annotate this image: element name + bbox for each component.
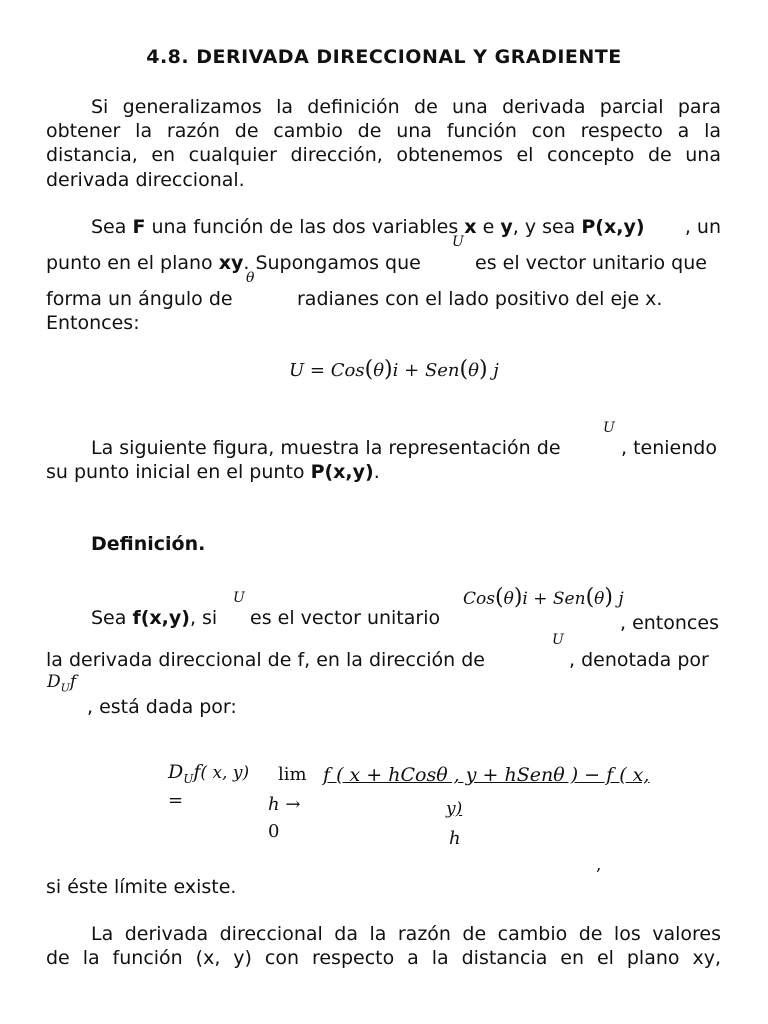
limit-lim: lim bbox=[278, 764, 307, 785]
symbol-xy: xy bbox=[218, 252, 244, 274]
paragraph-2-line-1 bbox=[91, 215, 721, 239]
eq-symbol: ) bbox=[384, 357, 393, 382]
eq-symbol: θ bbox=[468, 360, 479, 381]
eq-symbol: f bbox=[193, 761, 201, 783]
text-fragment: , si bbox=[189, 607, 218, 629]
paragraph-1-line-3: distancia, en cualquier dirección, obtenemos el concepto de una bbox=[46, 144, 721, 166]
eq-symbol: D bbox=[168, 761, 184, 783]
eq-symbol: θ bbox=[503, 589, 514, 609]
vector-u-symbol: U bbox=[452, 234, 464, 250]
vector-u-symbol: U bbox=[552, 632, 564, 648]
limit-numerator-end: y) bbox=[446, 799, 463, 819]
paragraph-2-line-2a bbox=[46, 251, 421, 275]
text-fragment: una función de las dos variables bbox=[145, 216, 465, 238]
limit-denominator: h bbox=[449, 828, 461, 849]
point-P: P(x,y) bbox=[310, 461, 374, 483]
text-fragment: . Supongamos que bbox=[243, 252, 421, 274]
eq-symbol: j bbox=[493, 360, 499, 381]
paragraph-2-line-3b: radianes con el lado positivo del eje x. bbox=[297, 288, 663, 310]
text-fragment: Sea bbox=[91, 607, 133, 629]
limit-lhs bbox=[168, 761, 249, 786]
paragraph-4-line-1a bbox=[91, 606, 217, 630]
eq-symbol: i bbox=[392, 360, 399, 381]
eq-symbol: θ bbox=[373, 360, 385, 381]
limit-zero: 0 bbox=[268, 821, 280, 842]
eq-symbol: D bbox=[47, 672, 61, 692]
section-title: 4.8. DERIVADA DIRECCIONAL Y GRADIENTE bbox=[146, 46, 622, 68]
paragraph-4-line-2b: , denotada por bbox=[569, 649, 709, 671]
paragraph-4-line-2a: la derivada direccional de f, en la dirección de bbox=[46, 649, 485, 671]
paragraph-2-line-3a: forma un ángulo de bbox=[46, 288, 233, 310]
eq-symbol: θ bbox=[594, 589, 605, 609]
text-fragment: e bbox=[476, 216, 501, 238]
eq-symbol: i bbox=[522, 589, 528, 609]
eq-symbol: ( bbox=[585, 585, 595, 610]
paragraph-4-line-1c: , entonces bbox=[620, 612, 719, 634]
paragraph-2-line-4: Entonces: bbox=[46, 312, 140, 334]
limit-equals: = bbox=[168, 790, 184, 811]
eq-symbol: Sen bbox=[552, 589, 586, 609]
eq-symbol: ( bbox=[364, 357, 374, 382]
paragraph-6-line-2: de la función (x, y) con respecto a la distancia en el plano xy, bbox=[46, 947, 721, 969]
text-fragment: su punto inicial en el punto bbox=[46, 461, 311, 483]
eq-symbol: + bbox=[404, 360, 420, 381]
symbol-y: y bbox=[500, 216, 513, 238]
text-fragment: . bbox=[373, 461, 380, 483]
text-fragment: , y sea bbox=[512, 216, 582, 238]
point-P: P(x,y) bbox=[581, 216, 645, 238]
text-fragment: , un bbox=[684, 216, 721, 238]
eq-symbol: ) bbox=[478, 357, 488, 382]
limit-numerator: f ( x + hCosθ , y + hSenθ ) − f ( x, bbox=[323, 764, 650, 786]
eq-symbol: Cos bbox=[330, 360, 365, 381]
text-fragment: Sea bbox=[91, 216, 133, 238]
paragraph-1-line-1: Si generalizamos la definición de una derivada parcial para bbox=[91, 96, 721, 118]
eq-symbol: ) bbox=[604, 585, 613, 610]
paragraph-2-line-2b: es el vector unitario que bbox=[475, 252, 707, 274]
symbol-x: x bbox=[464, 216, 477, 238]
paragraph-1-line-4: derivada direccional. bbox=[46, 169, 245, 191]
eq-symbol: U bbox=[60, 681, 70, 695]
eq-symbol: Sen bbox=[424, 360, 460, 381]
unit-vector-expression bbox=[463, 585, 624, 610]
eq-symbol: ) bbox=[513, 585, 523, 610]
function-f: f(x,y) bbox=[132, 607, 190, 629]
paragraph-4-line-1b: es el vector unitario bbox=[250, 607, 441, 629]
definition-heading: Definición. bbox=[91, 533, 206, 555]
eq-symbol: Cos bbox=[463, 589, 495, 609]
eq-symbol: U bbox=[183, 771, 194, 786]
symbol-F: F bbox=[132, 216, 146, 238]
paragraph-3-line-2 bbox=[46, 460, 380, 484]
paragraph-6-line-1: La derivada direccional da la razón de cambio de los valores bbox=[91, 923, 721, 945]
paragraph-1-line-2: obtener la razón de cambio de una función con respecto a la bbox=[46, 120, 721, 142]
paragraph-4-line-3: , está dada por: bbox=[87, 696, 237, 718]
eq-symbol: + bbox=[533, 589, 548, 609]
vector-u-symbol: U bbox=[233, 590, 245, 606]
theta-symbol: θ bbox=[246, 270, 255, 286]
limit-h-arrow: h → bbox=[268, 794, 301, 815]
paragraph-5: si éste límite existe. bbox=[46, 876, 237, 898]
eq-symbol: U bbox=[289, 360, 305, 381]
eq-symbol: ( bbox=[459, 357, 469, 382]
eq-symbol: f bbox=[69, 672, 77, 692]
text-fragment: punto en el plano bbox=[46, 252, 219, 274]
eq-symbol: j bbox=[618, 589, 624, 609]
unit-vector-equation bbox=[289, 357, 499, 382]
limit-comma: , bbox=[596, 855, 602, 875]
eq-symbol: ( bbox=[494, 585, 504, 610]
directional-derivative-notation bbox=[47, 672, 76, 694]
eq-symbol: = bbox=[309, 360, 325, 381]
paragraph-3-line-1b: , teniendo bbox=[621, 437, 717, 459]
paragraph-3-line-1a: La siguiente figura, muestra la representación de bbox=[91, 437, 561, 459]
vector-u-symbol: U bbox=[603, 420, 615, 436]
eq-symbol: ( x, y) bbox=[200, 763, 250, 783]
